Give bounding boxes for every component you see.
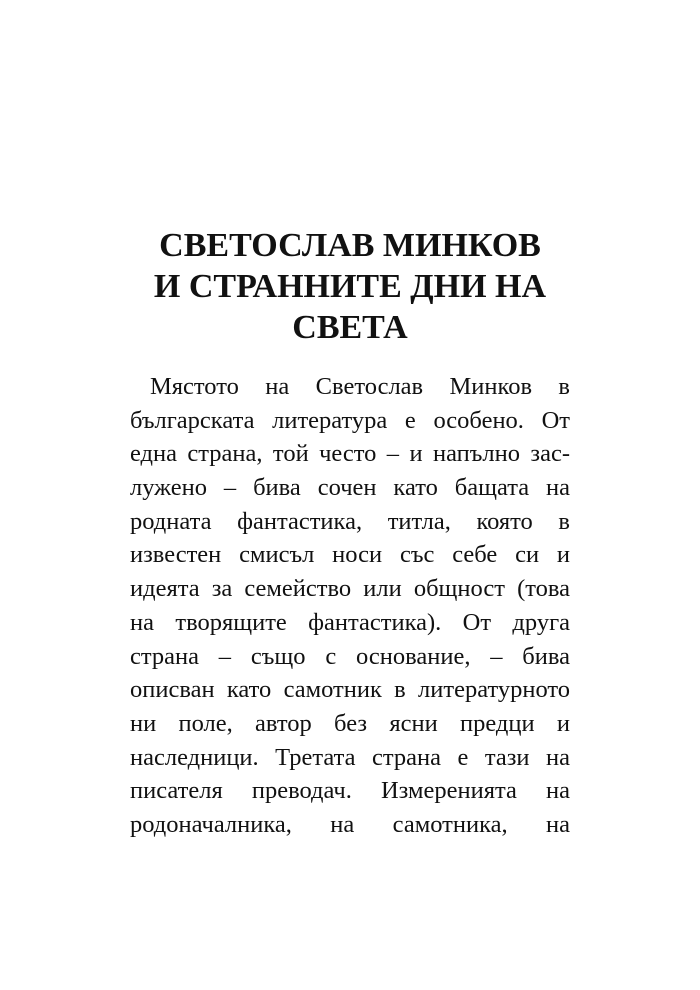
chapter-title-line: СВЕТОСЛАВ МИНКОВ bbox=[159, 227, 541, 264]
text-line: на творящите фантастика). От друга bbox=[130, 608, 570, 636]
text-line: описван като самотник в литературното bbox=[130, 676, 570, 704]
text-line: наследници. Третата страна е тази на bbox=[130, 743, 570, 771]
chapter-title bbox=[100, 225, 600, 348]
text-line: лужено – бива сочен като бащата на bbox=[130, 474, 570, 502]
text-line: идеята за семейство или общност (това bbox=[130, 575, 570, 603]
body-paragraph bbox=[130, 370, 570, 842]
text-line: ни поле, автор без ясни предци и bbox=[130, 709, 570, 737]
text-line: една страна, той често – и напълно зас- bbox=[130, 440, 570, 468]
text-line: родоначалника, на самотника, на bbox=[130, 810, 570, 838]
text-line: Мястото на Светослав Минков в bbox=[150, 373, 570, 400]
text-line: писателя преводач. Измеренията на bbox=[130, 777, 570, 805]
chapter-title-line: И СТРАННИТЕ ДНИ НА bbox=[153, 268, 547, 305]
chapter-title-line: СВЕТА bbox=[292, 309, 408, 346]
text-line: известен смисъл носи със себе си и bbox=[130, 541, 570, 569]
text-line: българската литература е особено. От bbox=[130, 406, 570, 434]
text-line: родната фантастика, титла, която в bbox=[130, 507, 570, 535]
text-line: страна – също с основание, – бива bbox=[130, 642, 570, 670]
